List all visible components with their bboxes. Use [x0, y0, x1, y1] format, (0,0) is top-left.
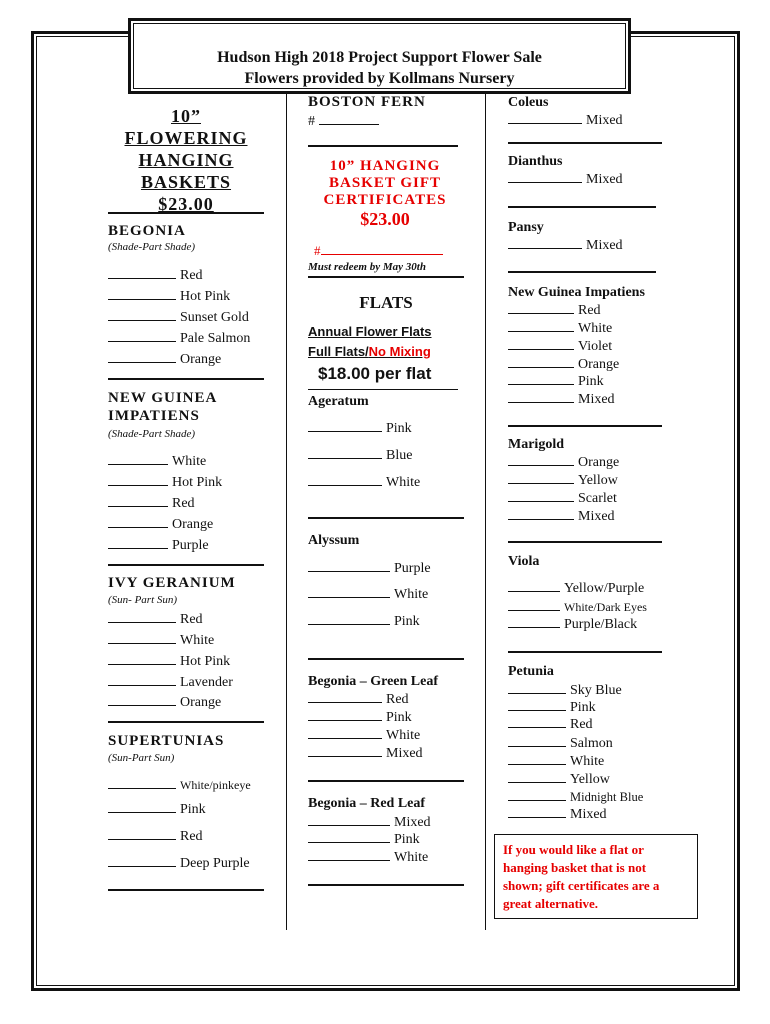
order-line[interactable]: Orange	[108, 694, 221, 711]
order-line[interactable]: Pink	[108, 801, 206, 818]
flat-price: $18.00 per flat	[318, 364, 432, 383]
redeem-note: Must redeem by May 30th	[308, 261, 426, 273]
order-line[interactable]: Pink	[308, 831, 420, 848]
order-line[interactable]: White/pinkeye	[108, 777, 251, 793]
order-line[interactable]: White	[308, 586, 428, 603]
alyssum-heading: Alyssum	[308, 533, 360, 548]
annual-flats: Annual Flower Flats	[308, 324, 432, 339]
ageratum-heading: Ageratum	[308, 394, 369, 409]
order-line[interactable]: White	[108, 632, 214, 649]
order-line[interactable]: Mixed	[508, 806, 607, 823]
begonia-note: (Shade-Part Shade)	[108, 241, 196, 253]
order-line[interactable]: Purple	[308, 560, 431, 577]
gift-number-line[interactable]: #	[314, 243, 447, 259]
new-guinea-heading-right: New Guinea Impatiens	[508, 285, 645, 300]
divider	[108, 212, 264, 214]
order-line[interactable]: Mixed	[508, 171, 623, 188]
order-line[interactable]: White	[308, 474, 420, 491]
divider	[108, 721, 264, 723]
basket-price: $23.00	[158, 194, 214, 214]
order-line[interactable]: Orange	[108, 351, 221, 368]
order-line[interactable]: Mixed	[308, 745, 423, 762]
order-line[interactable]: Pink	[508, 699, 596, 716]
order-line[interactable]: Sunset Gold	[108, 309, 249, 326]
supertunias-heading: SUPERTUNIAS	[108, 733, 225, 749]
gift-certificate-note: If you would like a flat or hanging basket that is not shown; gift certificates are a great alternative.	[494, 834, 698, 919]
begonia-heading: BEGONIA	[108, 223, 186, 239]
order-line[interactable]: Red	[108, 828, 203, 845]
title-box	[128, 18, 631, 94]
full-flats: Full Flats/No Mixing	[308, 344, 431, 359]
order-line[interactable]: Red	[508, 302, 601, 319]
new-guinea-heading-2: IMPATIENS	[108, 408, 200, 424]
order-line[interactable]: Mixed	[508, 112, 623, 129]
basket-size: 10”	[171, 106, 201, 126]
supertunias-note: (Sun-Part Sun)	[108, 752, 175, 764]
column-divider-right	[485, 94, 486, 930]
gift-title: 10” HANGING	[329, 158, 441, 174]
order-line[interactable]: Violet	[508, 338, 612, 355]
divider	[108, 889, 264, 891]
order-line[interactable]: Orange	[508, 454, 619, 471]
ivy-geranium-note: (Sun- Part Sun)	[108, 594, 178, 606]
order-line[interactable]: Blue	[308, 447, 412, 464]
order-line[interactable]: Hot Pink	[108, 653, 230, 670]
order-line[interactable]: White	[508, 320, 612, 337]
order-line[interactable]: Pink	[508, 373, 604, 390]
order-line[interactable]: Salmon	[508, 735, 613, 752]
new-guinea-heading: NEW GUINEA	[108, 390, 218, 406]
order-line[interactable]: White	[108, 453, 206, 470]
order-line[interactable]: Yellow/Purple	[508, 580, 644, 597]
coleus-heading: Coleus	[508, 95, 549, 110]
divider	[308, 884, 464, 886]
divider	[508, 541, 662, 543]
divider	[108, 564, 264, 566]
order-line[interactable]: Mixed	[508, 391, 615, 408]
divider	[508, 271, 656, 273]
order-line[interactable]: White/Dark Eyes	[508, 599, 647, 615]
order-line[interactable]: Red	[508, 716, 593, 733]
order-line[interactable]: Purple	[108, 537, 209, 554]
petunia-heading: Petunia	[508, 664, 554, 679]
order-line[interactable]: Lavender	[108, 674, 233, 691]
order-line[interactable]: Pale Salmon	[108, 330, 250, 347]
ivy-geranium-heading: IVY GERANIUM	[108, 575, 236, 591]
begonia-red-heading: Begonia – Red Leaf	[308, 796, 426, 811]
order-line[interactable]: Hot Pink	[108, 474, 222, 491]
divider	[308, 517, 464, 519]
order-line[interactable]: Mixed	[308, 814, 431, 831]
column-divider-left	[286, 94, 287, 930]
basket-title-line: HANGING	[138, 150, 234, 170]
order-line[interactable]: Mixed	[508, 508, 615, 525]
divider	[308, 276, 464, 278]
fern-quantity-line[interactable]: #	[308, 113, 383, 130]
order-line[interactable]: Sky Blue	[508, 682, 622, 699]
order-line[interactable]: Pink	[308, 613, 420, 630]
divider	[308, 780, 464, 782]
order-line[interactable]: Red	[308, 691, 409, 708]
begonia-green-heading: Begonia – Green Leaf	[308, 674, 439, 689]
order-line[interactable]: Scarlet	[508, 490, 617, 507]
divider	[308, 145, 458, 147]
divider	[308, 658, 464, 660]
order-line[interactable]: Yellow	[508, 472, 618, 489]
basket-title-line: BASKETS	[140, 172, 232, 192]
order-line[interactable]: Midnight Blue	[508, 789, 643, 805]
nursery-line: Flowers provided by Kollmans Nursery	[244, 70, 515, 87]
divider	[508, 142, 662, 144]
order-line[interactable]: White	[508, 753, 604, 770]
viola-heading: Viola	[508, 554, 540, 569]
boston-fern-heading: BOSTON FERN	[308, 94, 426, 110]
sale-title: Hudson High 2018 Project Support Flower Sale	[217, 49, 542, 66]
basket-title-line: FLOWERING	[124, 128, 248, 148]
order-line[interactable]: Deep Purple	[108, 855, 250, 872]
divider	[508, 425, 662, 427]
divider	[508, 206, 656, 208]
order-line[interactable]: Yellow	[508, 771, 610, 788]
order-line[interactable]: Red	[108, 267, 203, 284]
pansy-heading: Pansy	[508, 220, 544, 235]
order-line[interactable]: Mixed	[508, 237, 623, 254]
order-line[interactable]: Red	[108, 611, 203, 628]
gift-price: $23.00	[360, 209, 410, 229]
order-line[interactable]: Orange	[508, 356, 619, 373]
divider	[508, 651, 662, 653]
order-line[interactable]: Orange	[108, 516, 213, 533]
gift-title-2: BASKET GIFT	[328, 175, 441, 191]
flats-heading: FLATS	[359, 293, 413, 312]
order-line[interactable]: White	[308, 849, 428, 866]
order-line[interactable]: White	[308, 727, 420, 744]
order-line[interactable]: Pink	[308, 420, 412, 437]
divider	[308, 389, 458, 390]
marigold-heading: Marigold	[508, 437, 564, 452]
new-guinea-note: (Shade-Part Shade)	[108, 428, 196, 440]
divider	[108, 378, 264, 380]
order-line[interactable]: Red	[108, 495, 195, 512]
dianthus-heading: Dianthus	[508, 154, 563, 169]
order-line[interactable]: Pink	[308, 709, 412, 726]
gift-title-3: CERTIFICATES	[323, 192, 447, 208]
order-line[interactable]: Purple/Black	[508, 616, 637, 633]
order-line[interactable]: Hot Pink	[108, 288, 230, 305]
